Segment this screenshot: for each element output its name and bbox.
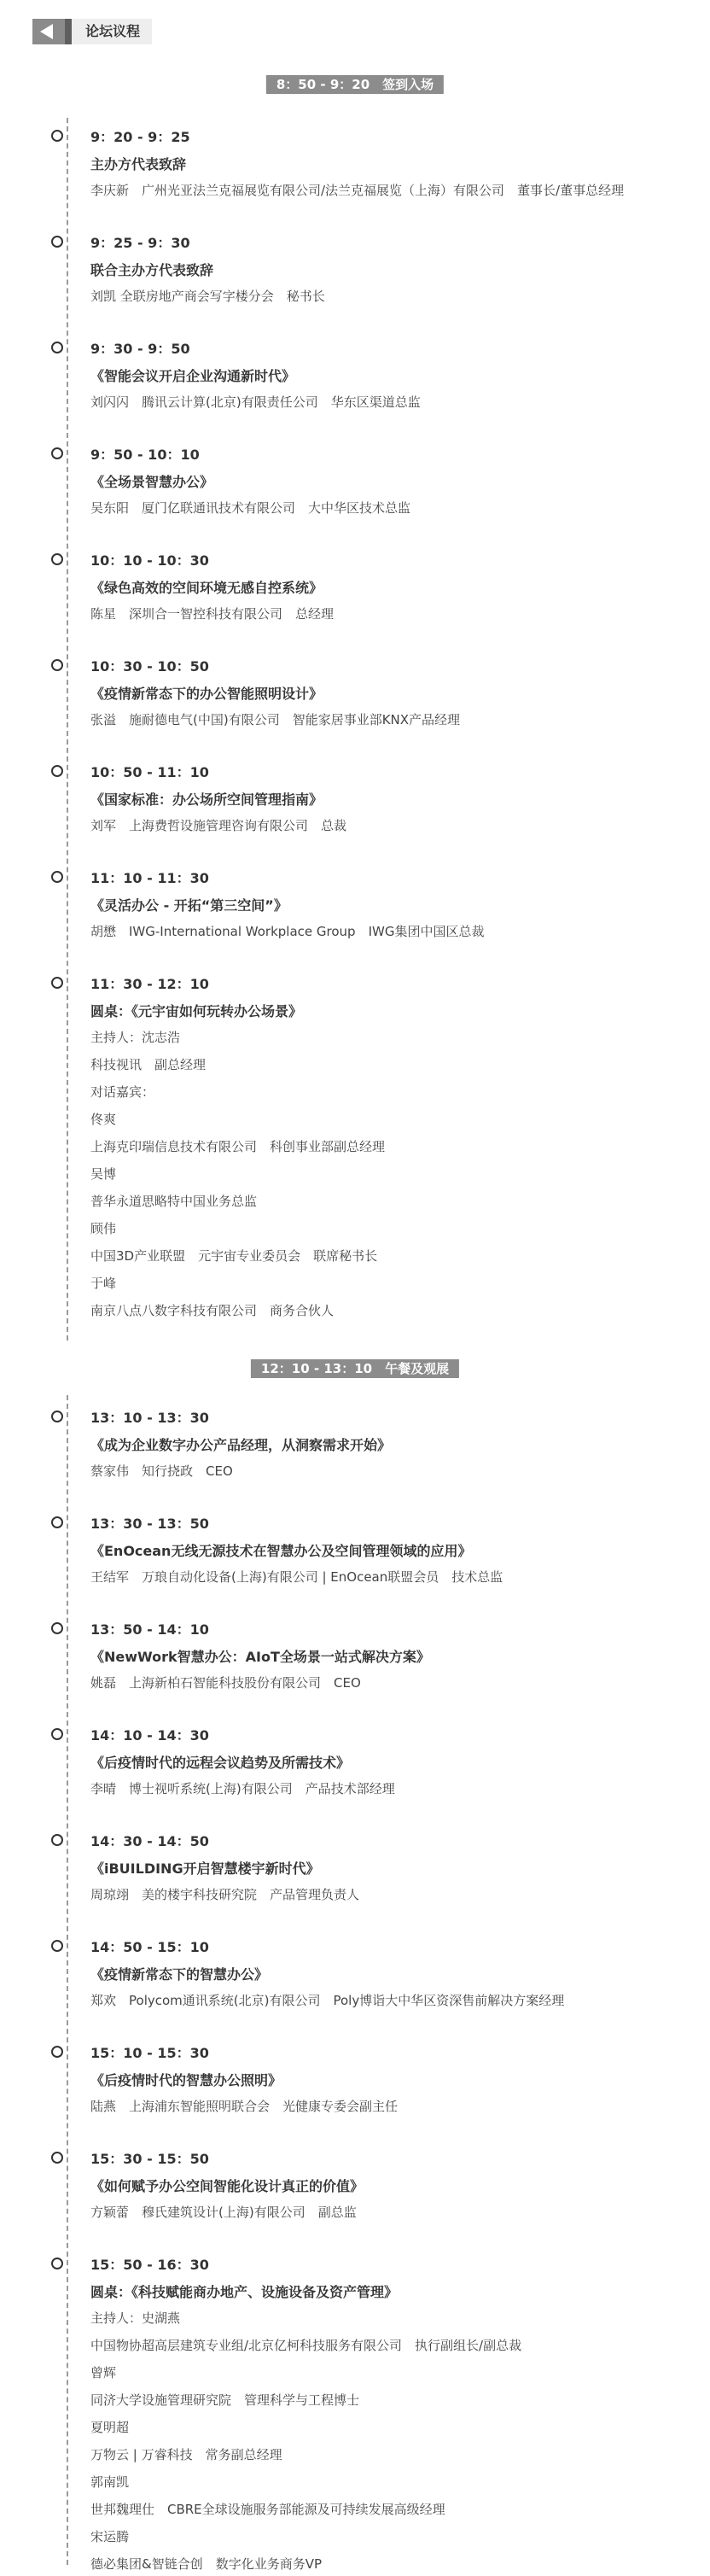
agenda-time: 9：25 - 9：30 xyxy=(90,235,190,251)
speaker-line: 吴东阳 厦门亿联通讯技术有限公司 大中华区技术总监 xyxy=(90,500,411,516)
agenda-time: 13：30 - 13：50 xyxy=(90,1516,209,1532)
timeline-dot-icon xyxy=(51,1622,63,1634)
speaker-line: 张溢 施耐德电气(中国)有限公司 智能家居事业部KNX产品经理 xyxy=(90,712,461,727)
speaker-line: 蔡家伟 知行挠政 CEO xyxy=(90,1463,233,1479)
guest-name: 郭南凯 xyxy=(90,2474,130,2490)
guest-title: 普华永道思略特中国业务总监 xyxy=(90,1194,258,1209)
guests-label: 对话嘉宾： xyxy=(90,1084,155,1100)
guest-name: 佟爽 xyxy=(90,1112,117,1127)
agenda-time: 10：50 - 11：10 xyxy=(90,764,209,780)
agenda-time: 13：50 - 14：10 xyxy=(90,1621,209,1638)
agenda-topic: 《后疫情时代的远程会议趋势及所需技术》 xyxy=(90,1755,351,1771)
moderator-title: 科技视讯 副总经理 xyxy=(90,1057,207,1072)
agenda-time: 10：30 - 10：50 xyxy=(90,658,209,675)
agenda-topic: 主办方代表致辞 xyxy=(90,156,187,172)
agenda-topic: 《智能会议开启企业沟通新时代》 xyxy=(90,368,296,384)
guest-name: 曾辉 xyxy=(90,2365,117,2380)
timeline-dot-icon xyxy=(51,1728,63,1740)
guest-name: 吴博 xyxy=(90,1166,117,1182)
speaker-line: 李晴 博士视听系统(上海)有限公司 产品技术部经理 xyxy=(90,1781,395,1796)
session-banner: 8：50 - 9：20 签到入场 xyxy=(266,75,444,94)
agenda-time: 15：30 - 15：50 xyxy=(90,2151,209,2167)
timeline-dot-icon xyxy=(51,342,63,353)
timeline-dot-icon xyxy=(51,553,63,565)
timeline-dot-icon xyxy=(51,130,63,142)
timeline-dot-icon xyxy=(51,765,63,777)
agenda-time: 15：10 - 15：30 xyxy=(90,2045,209,2061)
speaker-line: 李庆新 广州光亚法兰克福展览有限公司/法兰克福展览（上海）有限公司 董事长/董事总经理 xyxy=(90,183,625,198)
speaker-line: 刘军 上海费哲设施管理咨询有限公司 总裁 xyxy=(90,818,347,833)
speaker-line: 王结军 万琅自动化设备(上海)有限公司 | EnOcean联盟会员 技术总监 xyxy=(90,1569,503,1585)
page-title: 论坛议程 xyxy=(72,19,152,44)
agenda-topic: 《成为企业数字办公产品经理，从洞察需求开始》 xyxy=(90,1437,392,1453)
guest-title: 世邦魏理仕 CBRE全球设施服务部能源及可持续发展高级经理 xyxy=(90,2502,445,2517)
speaker-line: 姚磊 上海新柏石智能科技股份有限公司 CEO xyxy=(90,1675,361,1691)
agenda-topic: 圆桌：《科技赋能商办地产、设施设备及资产管理》 xyxy=(90,2284,399,2300)
timeline-dot-icon xyxy=(51,1834,63,1846)
guest-title: 德必集团&智链合创 数字化业务商务VP xyxy=(90,2556,323,2572)
agenda-time: 15：50 - 16：30 xyxy=(90,2257,209,2273)
timeline-dot-icon xyxy=(51,871,63,883)
timeline-dot-icon xyxy=(51,2046,63,2058)
timeline-dot-icon xyxy=(51,236,63,248)
guest-title: 中国3D产业联盟 元宇宙专业委员会 联席秘书长 xyxy=(90,1248,378,1264)
agenda-topic: 《如何赋予办公空间智能化设计真正的价值》 xyxy=(90,2178,364,2194)
agenda-topic: 《NewWork智慧办公：AIoT全场景一站式解决方案》 xyxy=(90,1649,430,1665)
timeline-morning xyxy=(67,118,68,1341)
timeline-dot-icon xyxy=(51,1516,63,1528)
back-button[interactable] xyxy=(32,19,72,44)
speaker-line: 刘闪闪 腾讯云计算(北京)有限责任公司 华东区渠道总监 xyxy=(90,394,421,410)
back-arrow-icon xyxy=(40,24,53,39)
speaker-line: 陆燕 上海浦东智能照明联合会 光健康专委会副主任 xyxy=(90,2099,399,2114)
agenda-time: 14：50 - 15：10 xyxy=(90,1939,209,1955)
guest-title: 同济大学设施管理研究院 管理科学与工程博士 xyxy=(90,2392,360,2408)
timeline-afternoon xyxy=(67,1395,68,2565)
agenda-topic: 联合主办方代表致辞 xyxy=(90,262,214,278)
timeline-dot-icon xyxy=(51,977,63,989)
agenda-time: 9：50 - 10：10 xyxy=(90,447,200,463)
moderator-title: 中国物协超高层建筑专业组/北京亿柯科技服务有限公司 执行副组长/副总裁 xyxy=(90,2338,522,2353)
guest-title: 万物云 | 万睿科技 常务副总经理 xyxy=(90,2447,282,2462)
agenda-topic: 《绿色高效的空间环境无感自控系统》 xyxy=(90,580,323,596)
guest-name: 夏明超 xyxy=(90,2420,130,2435)
agenda-time: 13：10 - 13：30 xyxy=(90,1410,209,1426)
agenda-time: 11：10 - 11：30 xyxy=(90,870,209,886)
timeline-dot-icon xyxy=(51,1411,63,1422)
agenda-topic: 《iBUILDING开启智慧楼宇新时代》 xyxy=(90,1860,320,1877)
speaker-line: 胡懋 IWG-International Workplace Group IWG集团中国区总裁 xyxy=(90,924,485,939)
guest-name: 顾伟 xyxy=(90,1221,117,1236)
agenda-topic: 《后疫情时代的智慧办公照明》 xyxy=(90,2072,282,2088)
timeline-dot-icon xyxy=(51,1940,63,1952)
speaker-line: 刘凯 全联房地产商会写字楼分会 秘书长 xyxy=(90,289,325,304)
guest-title: 南京八点八数字科技有限公司 商务合伙人 xyxy=(90,1303,335,1318)
agenda-topic: 《疫情新常态下的办公智能照明设计》 xyxy=(90,686,323,702)
guest-name: 宋运腾 xyxy=(90,2529,130,2544)
session-banner: 12：10 - 13：10 午餐及观展 xyxy=(251,1359,459,1378)
moderator-line: 主持人：沈志浩 xyxy=(90,1030,181,1045)
speaker-line: 陈星 深圳合一智控科技有限公司 总经理 xyxy=(90,606,335,622)
agenda-time: 11：30 - 12：10 xyxy=(90,976,209,992)
moderator-line: 主持人：史湖燕 xyxy=(90,2310,181,2326)
agenda-topic: 《国家标准：办公场所空间管理指南》 xyxy=(90,791,323,808)
agenda-topic: 《疫情新常态下的智慧办公》 xyxy=(90,1966,269,1983)
speaker-line: 方颖蕾 穆氏建筑设计(上海)有限公司 副总监 xyxy=(90,2205,357,2220)
agenda-time: 10：10 - 10：30 xyxy=(90,552,209,569)
timeline-dot-icon xyxy=(51,2258,63,2269)
back-button-bar xyxy=(65,19,72,44)
timeline-dot-icon xyxy=(51,2152,63,2164)
agenda-time: 9：20 - 9：25 xyxy=(90,129,190,145)
agenda-time: 14：10 - 14：30 xyxy=(90,1727,209,1744)
speaker-line: 郑欢 Polycom通讯系统(北京)有限公司 Poly博诣大中华区资深售前解决方案经理 xyxy=(90,1993,565,2008)
timeline-dot-icon xyxy=(51,447,63,459)
timeline-dot-icon xyxy=(51,659,63,671)
agenda-time: 14：30 - 14：50 xyxy=(90,1833,209,1849)
guest-title: 上海克印瑞信息技术有限公司 科创事业部副总经理 xyxy=(90,1139,386,1154)
agenda-topic: 《EnOcean无线无源技术在智慧办公及空间管理领域的应用》 xyxy=(90,1543,472,1559)
agenda-topic: 《全场景智慧办公》 xyxy=(90,474,214,490)
speaker-line: 周琼翊 美的楼宇科技研究院 产品管理负责人 xyxy=(90,1887,360,1902)
page-header xyxy=(32,19,152,44)
agenda-topic: 《灵活办公 - 开拓“第三空间”》 xyxy=(90,897,288,914)
agenda-topic: 圆桌：《元宇宙如何玩转办公场景》 xyxy=(90,1003,303,1019)
guest-name: 于峰 xyxy=(90,1276,117,1291)
agenda-time: 9：30 - 9：50 xyxy=(90,341,190,357)
